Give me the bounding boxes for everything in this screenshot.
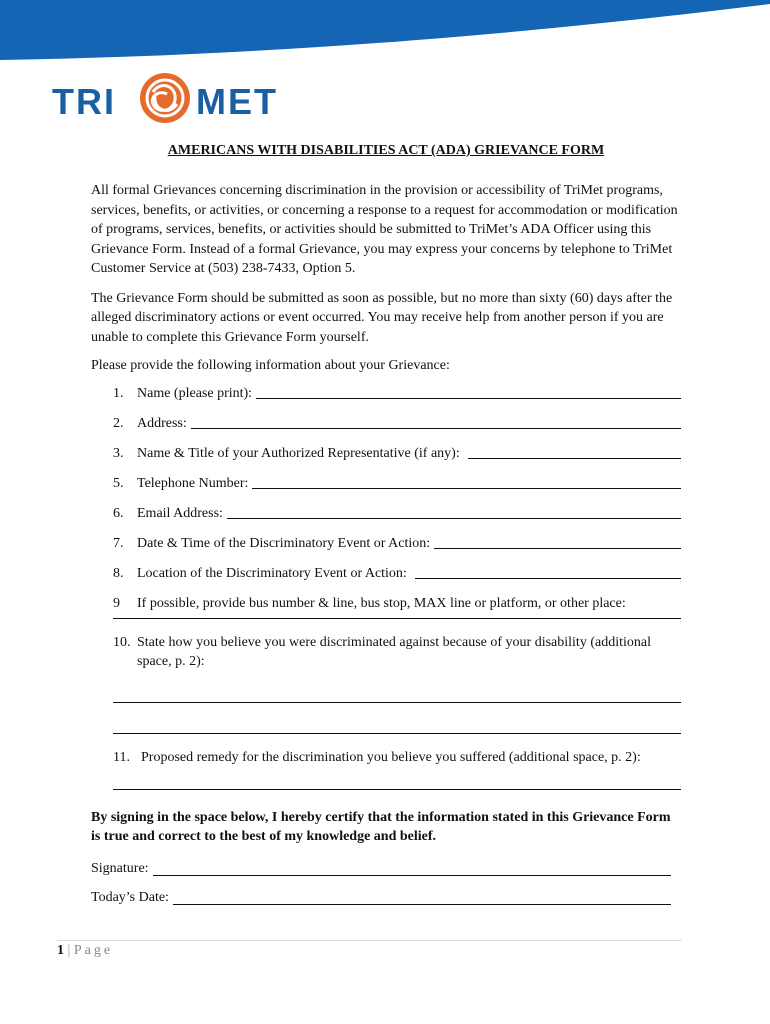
email-input-line[interactable] [227,505,681,519]
field-list [91,385,681,790]
trimet-logo-mark-icon [140,73,190,123]
telephone-input-line[interactable] [252,475,681,489]
field-label: State how you believe you were discriminated against because of your disability (additional space, p. 2): [137,634,651,669]
signature-input-line[interactable] [153,861,671,876]
field-number: 2. [113,415,124,431]
form-body [91,140,681,909]
description-input-line-1[interactable] [113,701,681,703]
field-telephone [113,475,681,505]
address-input-line[interactable] [191,415,681,429]
name-input-line[interactable] [256,385,681,399]
field-label: Telephone Number: [137,475,249,491]
field-event-location [113,565,681,595]
signature-row [91,861,671,880]
field-label: Location of the Discriminatory Event or Action: [137,565,407,581]
logo-letters-right: MET [196,81,278,122]
intro-paragraph-1: All formal Grievances concerning discrimination in the provision or accessibility of TriMet programs, services, benefits, or activities, or concerning a response to a request for accommodation or modification of programs, services, benefits, or activities should be submitted to TriMet’s ADA Officer using this Grievance Form. Instead of a formal Grievance, you may express your concerns by telephone to TriMet Customer Service at (503) 238-7433, Option 5. [91,183,678,276]
event-datetime-input-line[interactable] [434,535,681,549]
field-label: Date & Time of the Discriminatory Event or Action: [137,535,431,551]
page-footer [57,943,113,959]
field-discrimination-description [113,633,681,671]
field-number: 10. [113,634,131,650]
representative-input-line[interactable] [468,445,681,459]
field-email [113,505,681,535]
field-address [113,415,681,445]
field-number: 3. [113,445,124,461]
field-place [113,595,681,617]
field-event-datetime [113,535,681,565]
signature-label: Signature: [91,860,149,876]
field-name [113,385,681,415]
intro-paragraph-3: Please provide the following information about your Grievance: [91,358,450,373]
page-separator: | [67,943,71,958]
date-label: Today’s Date: [91,889,169,905]
page-word: Page [73,943,114,958]
field-label: Name (please print): [137,385,253,401]
description-input-line-2[interactable] [113,732,681,734]
date-row [91,890,671,909]
remedy-input-line[interactable] [113,788,681,790]
form-title: AMERICANS WITH DISABILITIES ACT (ADA) GRIEVANCE FORM [167,143,605,158]
field-label: Email Address: [137,505,223,521]
place-input-line[interactable] [113,617,681,619]
logo-letters-left: TRI [52,81,116,122]
field-label: If possible, provide bus number & line, bus stop, MAX line or platform, or other place: [137,595,626,611]
field-number: 5. [113,475,124,491]
field-label: Name & Title of your Authorized Representative (if any): [137,445,460,461]
field-number: 11. [113,749,130,765]
field-number: 8. [113,565,124,581]
intro-paragraph-2: The Grievance Form should be submitted as soon as possible, but no more than sixty (60) days after the alleged discriminatory actions or event occurred. You may receive help from another person if you are unable to complete this Grievance Form yourself. [91,290,673,345]
trimet-logo [0,0,770,135]
page-number: 1 [57,943,64,958]
field-representative [113,445,681,475]
field-number: 6. [113,505,124,521]
certification-statement: By signing in the space below, I hereby certify that the information stated in this Grievance Form is true and correct to the best of my knowledge and belief. [91,809,671,844]
event-location-input-line[interactable] [415,565,681,579]
date-input-line[interactable] [173,890,671,905]
field-label: Address: [137,415,187,431]
field-number: 1. [113,385,124,401]
footer-divider [57,940,682,941]
field-number: 7. [113,535,124,551]
field-proposed-remedy [113,750,681,766]
field-label: Proposed remedy for the discrimination you believe you suffered (additional space, p. 2): [141,749,641,765]
field-number: 9 [113,595,120,611]
